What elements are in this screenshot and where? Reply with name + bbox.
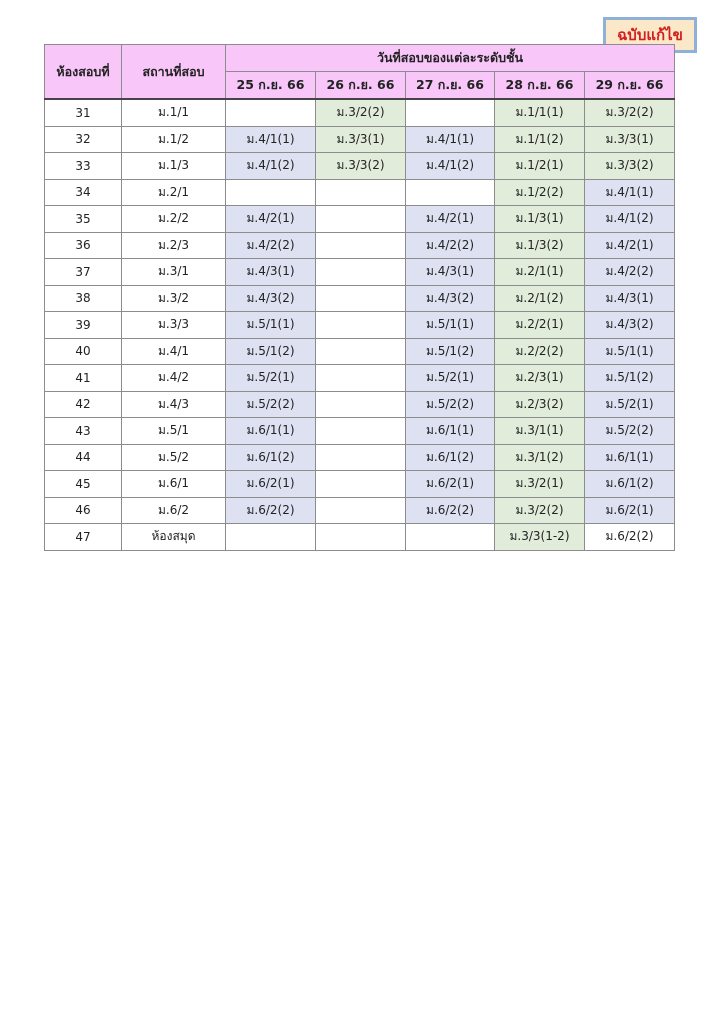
- exam-class-cell: ม.4/2(1): [226, 206, 316, 233]
- location-cell: ม.3/1: [122, 259, 226, 286]
- location-cell: ม.5/1: [122, 418, 226, 445]
- exam-class-cell: ม.5/1(2): [406, 338, 495, 365]
- table-row: [45, 418, 675, 445]
- exam-class-cell: ม.4/1(2): [226, 153, 316, 180]
- exam-class-cell: ม.1/2(2): [495, 179, 585, 206]
- room-number-cell: 41: [45, 365, 122, 392]
- exam-class-cell: [226, 179, 316, 206]
- exam-class-cell: ม.5/2(1): [226, 365, 316, 392]
- revised-edition-badge: ฉบับแก้ไข: [603, 17, 697, 53]
- exam-class-cell: ม.2/1(1): [495, 259, 585, 286]
- room-number-cell: 33: [45, 153, 122, 180]
- location-cell: ห้องสมุด: [122, 524, 226, 551]
- exam-class-cell: ม.3/2(1): [495, 471, 585, 498]
- exam-class-cell: ม.4/3(1): [226, 259, 316, 286]
- room-number-cell: 35: [45, 206, 122, 233]
- location-cell: ม.5/2: [122, 444, 226, 471]
- exam-class-cell: ม.3/2(2): [316, 99, 406, 126]
- room-number-cell: 44: [45, 444, 122, 471]
- exam-class-cell: ม.5/1(1): [585, 338, 675, 365]
- exam-class-cell: ม.3/3(2): [316, 153, 406, 180]
- room-number-cell: 32: [45, 126, 122, 153]
- exam-class-cell: ม.6/1(1): [406, 418, 495, 445]
- location-cell: ม.3/2: [122, 285, 226, 312]
- table-body: [45, 99, 675, 550]
- exam-class-cell: [316, 524, 406, 551]
- table-row: [45, 179, 675, 206]
- exam-class-cell: ม.5/1(1): [226, 312, 316, 339]
- header-date: 25 ก.ย. 66: [226, 72, 316, 100]
- exam-class-cell: ม.5/2(2): [226, 391, 316, 418]
- table-row: [45, 259, 675, 286]
- exam-class-cell: ม.5/1(1): [406, 312, 495, 339]
- exam-class-cell: [316, 391, 406, 418]
- location-cell: ม.1/3: [122, 153, 226, 180]
- exam-class-cell: ม.3/1(1): [495, 418, 585, 445]
- exam-class-cell: ม.2/2(2): [495, 338, 585, 365]
- table-row: [45, 312, 675, 339]
- exam-class-cell: [316, 179, 406, 206]
- location-cell: ม.2/2: [122, 206, 226, 233]
- exam-class-cell: ม.5/2(1): [406, 365, 495, 392]
- exam-class-cell: ม.6/2(1): [585, 497, 675, 524]
- exam-class-cell: ม.6/2(2): [226, 497, 316, 524]
- exam-class-cell: ม.6/1(1): [226, 418, 316, 445]
- table-row: [45, 365, 675, 392]
- room-number-cell: 37: [45, 259, 122, 286]
- exam-class-cell: ม.5/2(2): [585, 418, 675, 445]
- table-row: [45, 497, 675, 524]
- table-row: [45, 285, 675, 312]
- exam-class-cell: [316, 444, 406, 471]
- exam-class-cell: [226, 524, 316, 551]
- exam-class-cell: [316, 418, 406, 445]
- exam-class-cell: ม.3/3(2): [585, 153, 675, 180]
- exam-class-cell: ม.6/1(2): [226, 444, 316, 471]
- exam-class-cell: ม.4/1(2): [406, 153, 495, 180]
- exam-class-cell: [406, 99, 495, 126]
- exam-class-cell: ม.3/2(2): [495, 497, 585, 524]
- exam-class-cell: ม.4/1(1): [406, 126, 495, 153]
- exam-class-cell: ม.4/2(1): [585, 232, 675, 259]
- exam-class-cell: ม.4/1(1): [226, 126, 316, 153]
- exam-class-cell: [316, 232, 406, 259]
- exam-class-cell: ม.6/2(2): [406, 497, 495, 524]
- exam-class-cell: ม.1/2(1): [495, 153, 585, 180]
- exam-class-cell: ม.5/1(2): [226, 338, 316, 365]
- location-cell: ม.2/3: [122, 232, 226, 259]
- exam-class-cell: ม.4/3(1): [585, 285, 675, 312]
- exam-class-cell: ม.6/1(2): [585, 471, 675, 498]
- exam-class-cell: ม.6/2(1): [406, 471, 495, 498]
- exam-class-cell: ม.6/2(2): [585, 524, 675, 551]
- header-date: 26 ก.ย. 66: [316, 72, 406, 100]
- exam-class-cell: ม.5/2(1): [585, 391, 675, 418]
- room-number-cell: 47: [45, 524, 122, 551]
- location-cell: ม.3/3: [122, 312, 226, 339]
- header-location: สถานที่สอบ: [122, 45, 226, 100]
- exam-class-cell: ม.4/1(1): [585, 179, 675, 206]
- exam-class-cell: ม.3/2(2): [585, 99, 675, 126]
- exam-class-cell: ม.2/2(1): [495, 312, 585, 339]
- location-cell: ม.6/1: [122, 471, 226, 498]
- location-cell: ม.6/2: [122, 497, 226, 524]
- location-cell: ม.2/1: [122, 179, 226, 206]
- location-cell: ม.4/3: [122, 391, 226, 418]
- room-number-cell: 45: [45, 471, 122, 498]
- exam-class-cell: ม.1/1(1): [495, 99, 585, 126]
- exam-class-cell: ม.3/3(1): [585, 126, 675, 153]
- header-date: 27 ก.ย. 66: [406, 72, 495, 100]
- header-date: 28 ก.ย. 66: [495, 72, 585, 100]
- room-number-cell: 34: [45, 179, 122, 206]
- exam-class-cell: ม.4/3(2): [406, 285, 495, 312]
- exam-class-cell: ม.4/2(1): [406, 206, 495, 233]
- room-number-cell: 40: [45, 338, 122, 365]
- room-number-cell: 31: [45, 99, 122, 126]
- exam-class-cell: [316, 471, 406, 498]
- exam-class-cell: ม.4/3(1): [406, 259, 495, 286]
- header-date: 29 ก.ย. 66: [585, 72, 675, 100]
- location-cell: ม.4/2: [122, 365, 226, 392]
- table-row: [45, 206, 675, 233]
- table-row: [45, 391, 675, 418]
- exam-class-cell: ม.3/1(2): [495, 444, 585, 471]
- table-row: [45, 444, 675, 471]
- exam-class-cell: ม.3/3(1-2): [495, 524, 585, 551]
- exam-class-cell: [316, 365, 406, 392]
- exam-class-cell: ม.5/1(2): [585, 365, 675, 392]
- exam-class-cell: [316, 497, 406, 524]
- table-row: [45, 524, 675, 551]
- exam-class-cell: ม.4/3(2): [585, 312, 675, 339]
- exam-class-cell: [316, 285, 406, 312]
- exam-class-cell: ม.4/2(2): [406, 232, 495, 259]
- exam-class-cell: ม.6/2(1): [226, 471, 316, 498]
- exam-class-cell: ม.6/1(1): [585, 444, 675, 471]
- exam-schedule-table: [44, 44, 675, 551]
- exam-class-cell: ม.4/2(2): [585, 259, 675, 286]
- exam-class-cell: ม.6/1(2): [406, 444, 495, 471]
- location-cell: ม.1/1: [122, 99, 226, 126]
- table-row: [45, 99, 675, 126]
- table-row: [45, 153, 675, 180]
- table-row: [45, 338, 675, 365]
- room-number-cell: 36: [45, 232, 122, 259]
- exam-class-cell: ม.2/3(2): [495, 391, 585, 418]
- exam-class-cell: ม.2/3(1): [495, 365, 585, 392]
- exam-class-cell: ม.1/3(1): [495, 206, 585, 233]
- room-number-cell: 39: [45, 312, 122, 339]
- room-number-cell: 42: [45, 391, 122, 418]
- exam-class-cell: ม.2/1(2): [495, 285, 585, 312]
- exam-class-cell: [406, 524, 495, 551]
- location-cell: ม.1/2: [122, 126, 226, 153]
- location-cell: ม.4/1: [122, 338, 226, 365]
- table-row: [45, 471, 675, 498]
- exam-class-cell: ม.4/2(2): [226, 232, 316, 259]
- room-number-cell: 43: [45, 418, 122, 445]
- header-room: ห้องสอบที่: [45, 45, 122, 100]
- exam-class-cell: [316, 338, 406, 365]
- exam-class-cell: ม.5/2(2): [406, 391, 495, 418]
- exam-class-cell: ม.4/3(2): [226, 285, 316, 312]
- table-row: [45, 126, 675, 153]
- exam-class-cell: [406, 179, 495, 206]
- room-number-cell: 46: [45, 497, 122, 524]
- header-dates-group: วันที่สอบของแต่ละระดับชั้น: [226, 45, 675, 72]
- exam-class-cell: [316, 259, 406, 286]
- exam-class-cell: ม.1/1(2): [495, 126, 585, 153]
- exam-class-cell: [316, 312, 406, 339]
- exam-class-cell: ม.4/1(2): [585, 206, 675, 233]
- exam-class-cell: ม.1/3(2): [495, 232, 585, 259]
- exam-class-cell: ม.3/3(1): [316, 126, 406, 153]
- exam-class-cell: [226, 99, 316, 126]
- exam-class-cell: [316, 206, 406, 233]
- table-row: [45, 232, 675, 259]
- room-number-cell: 38: [45, 285, 122, 312]
